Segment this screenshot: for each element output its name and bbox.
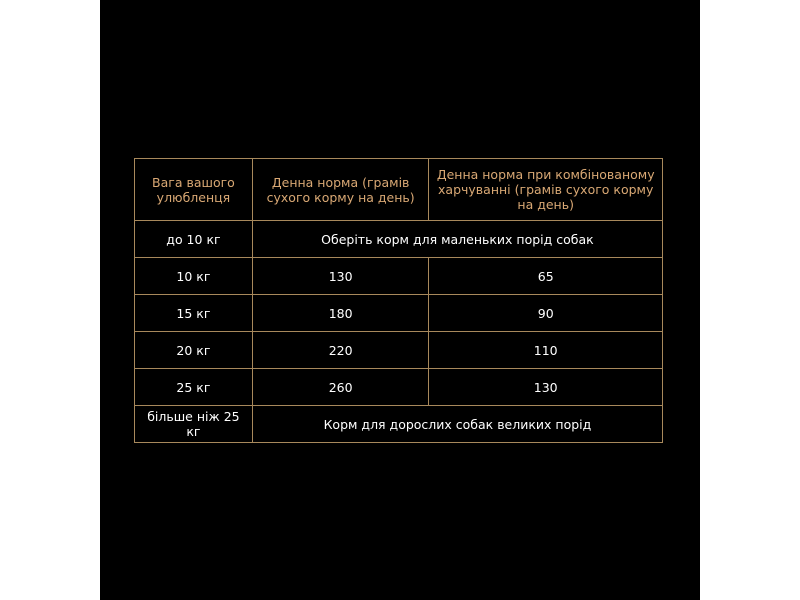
weight-cell: більше ніж 25 кг [135, 406, 253, 443]
table-row [135, 369, 663, 406]
header-row [135, 159, 663, 221]
weight-cell: до 10 кг [135, 221, 253, 258]
note-cell: Оберіть корм для маленьких порід собак [252, 221, 662, 258]
daily-cell: 130 [252, 258, 429, 295]
combined-cell: 110 [429, 332, 663, 369]
weight-cell: 10 кг [135, 258, 253, 295]
header-daily-norm: Денна норма (грамів сухого корму на день) [252, 159, 429, 221]
note-cell: Корм для дорослих собак великих порід [252, 406, 662, 443]
daily-cell: 220 [252, 332, 429, 369]
table-row [135, 221, 663, 258]
table-row [135, 332, 663, 369]
daily-cell: 260 [252, 369, 429, 406]
header-combined-norm: Денна норма при комбінованому харчуванні (грамів сухого корму на день) [429, 159, 663, 221]
combined-cell: 65 [429, 258, 663, 295]
header-weight: Вага вашого улюбленця [135, 159, 253, 221]
feeding-table [134, 158, 663, 443]
combined-cell: 130 [429, 369, 663, 406]
weight-cell: 15 кг [135, 295, 253, 332]
daily-cell: 180 [252, 295, 429, 332]
weight-cell: 25 кг [135, 369, 253, 406]
weight-cell: 20 кг [135, 332, 253, 369]
table-row [135, 406, 663, 443]
combined-cell: 90 [429, 295, 663, 332]
table-row [135, 258, 663, 295]
table-row [135, 295, 663, 332]
